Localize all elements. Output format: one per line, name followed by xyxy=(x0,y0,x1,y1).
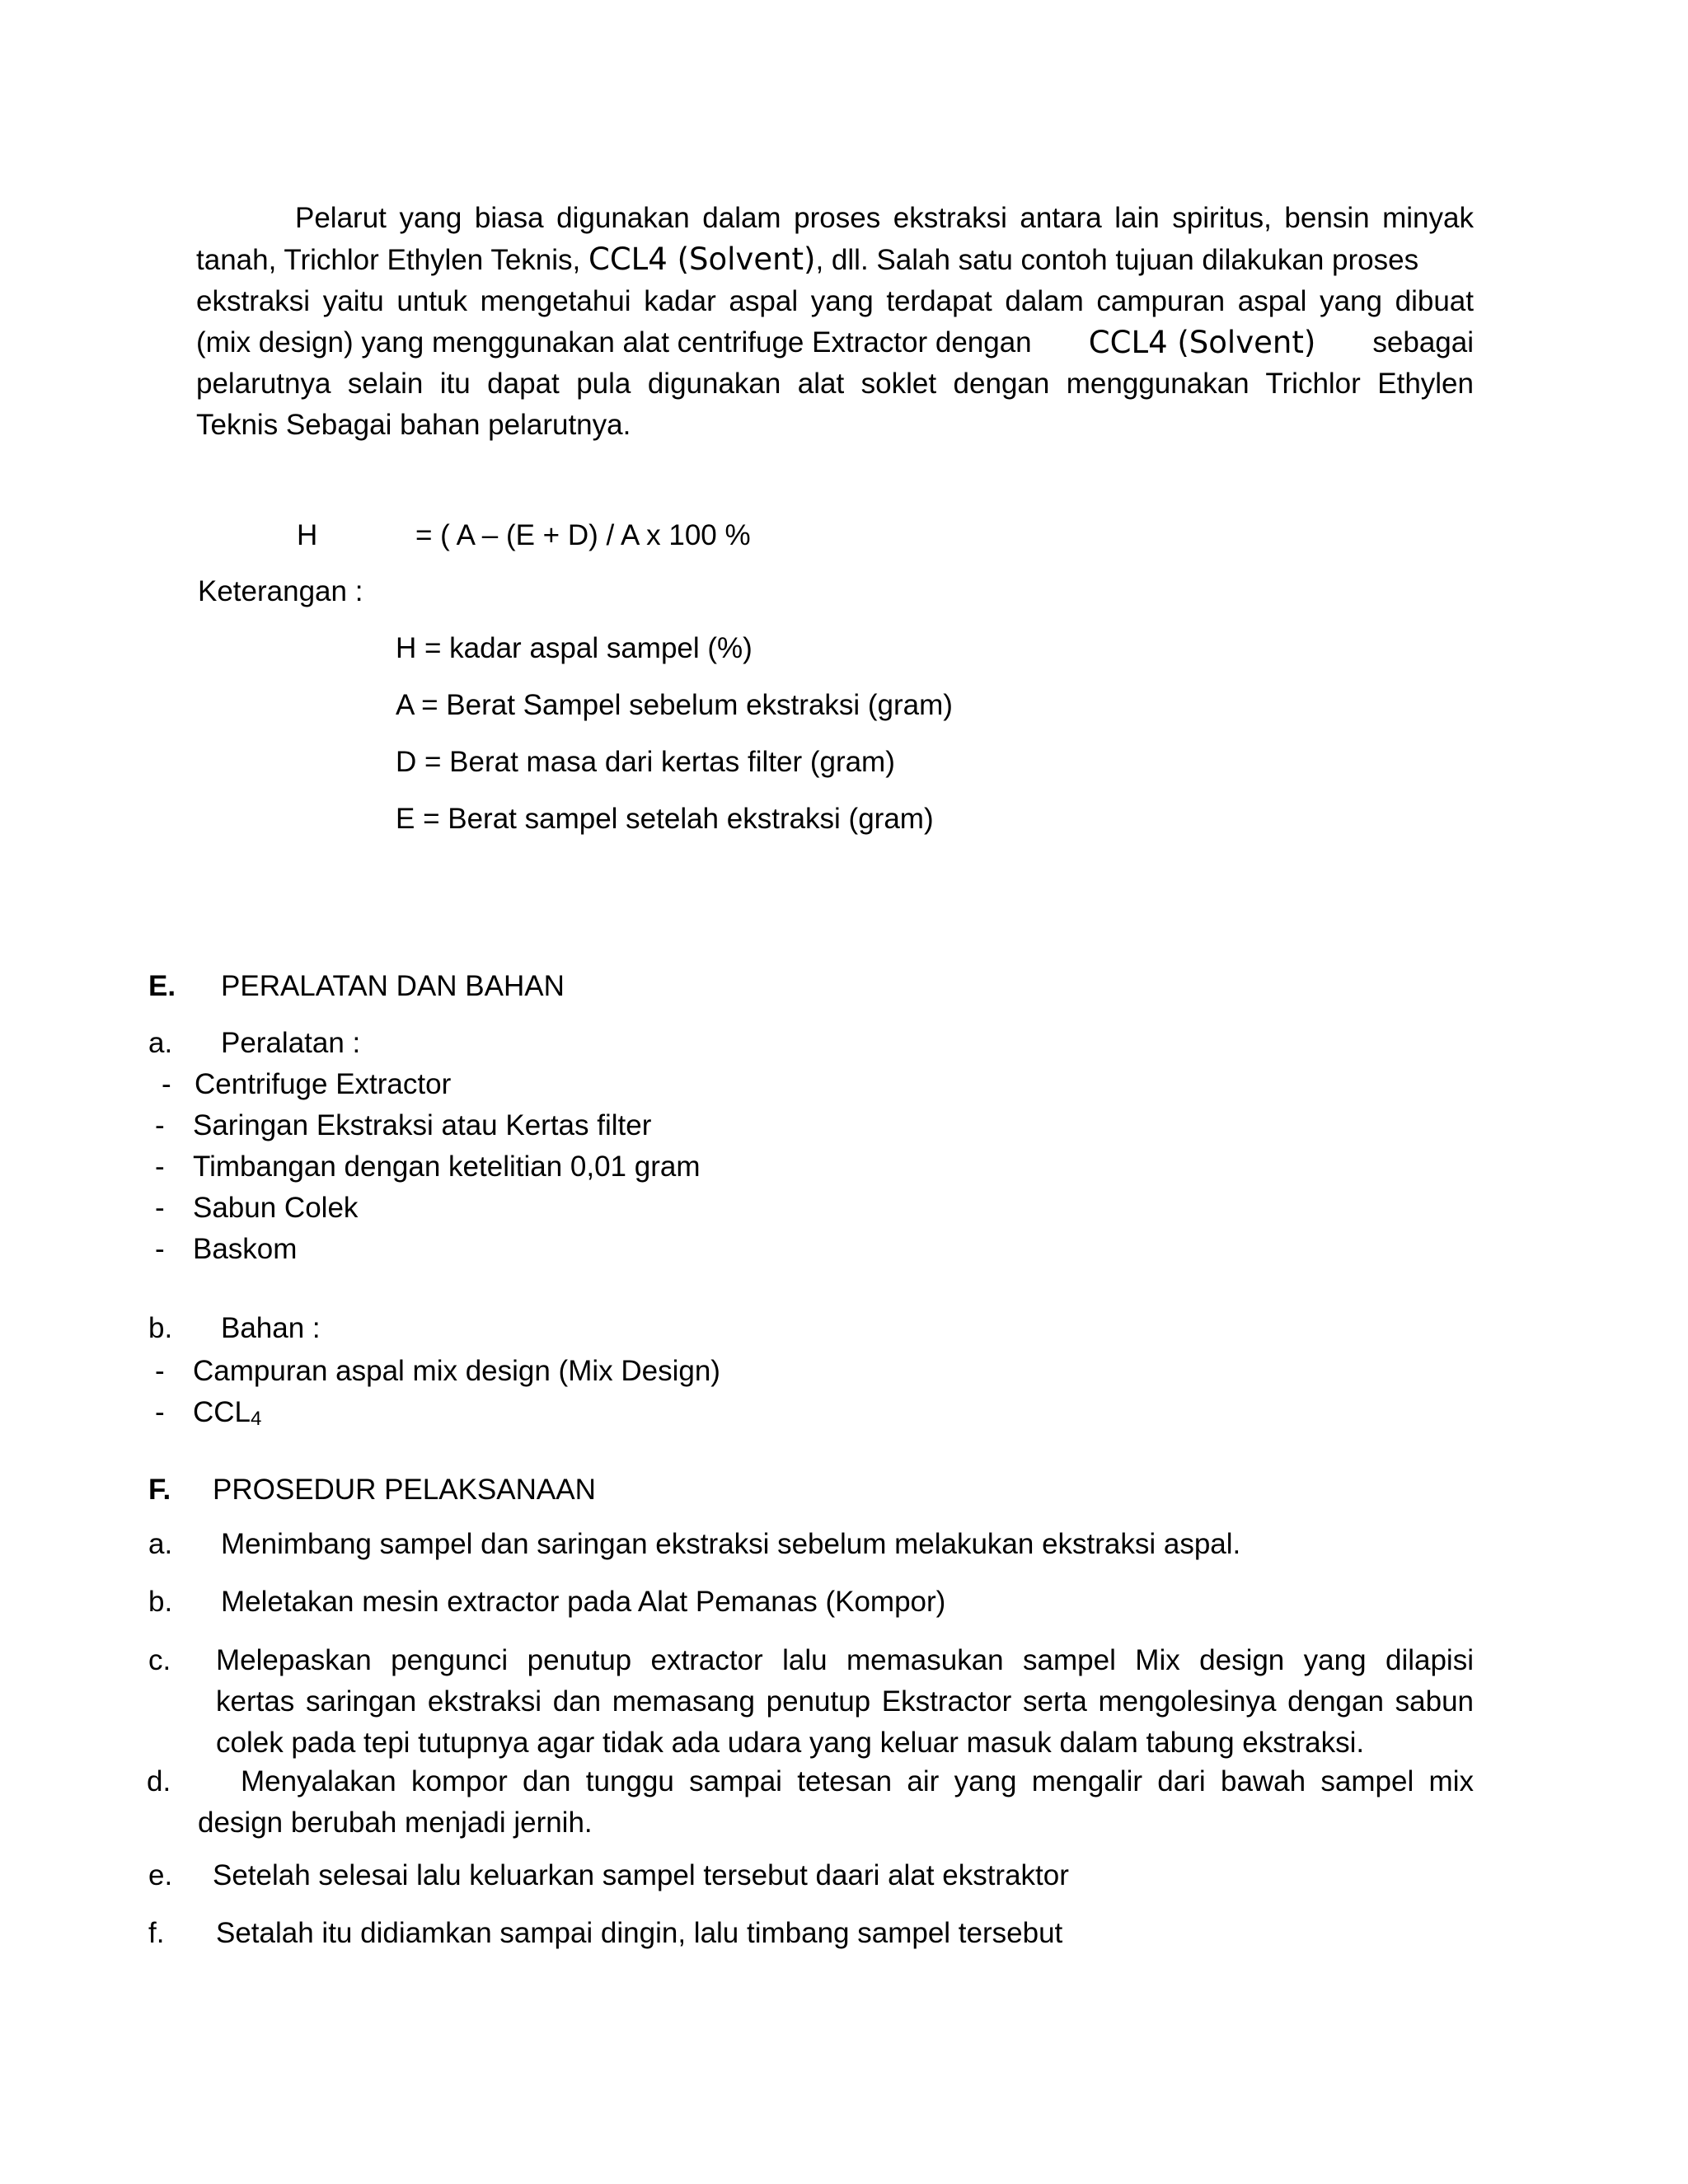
bullet-dash: - xyxy=(155,1396,165,1428)
formula-lhs: H xyxy=(297,519,318,551)
bullet-dash: - xyxy=(155,1233,165,1265)
solvent-term: CCL4 (Solvent) xyxy=(1088,325,1316,360)
step-text-block xyxy=(198,1761,1474,1844)
intro-line-3: ekstraksi yaitu untuk mengetahui kadar aspal yang terdapat dalam campuran aspal yang dibuat xyxy=(196,285,1474,317)
bullet-dash: - xyxy=(155,1109,165,1141)
intro-text: (mix design) yang menggunakan alat centrifuge Extractor dengan xyxy=(196,326,1032,359)
bullet-dash: - xyxy=(155,1151,165,1183)
peralatan-item: Saringan Ekstraksi atau Kertas filter xyxy=(193,1109,652,1141)
bahan-item: Campuran aspal mix design (Mix Design) xyxy=(193,1355,720,1387)
intro-line-6: Teknis Sebagai bahan pelarutnya. xyxy=(196,409,631,441)
bahan-label: Bahan : xyxy=(221,1312,321,1344)
step-text: Setelah selesai lalu keluarkan sampel tersebut daari alat ekstraktor xyxy=(213,1859,1069,1891)
step-text: Meletakan mesin extractor pada Alat Pemanas (Kompor) xyxy=(221,1586,946,1618)
section-e-title: PERALATAN DAN BAHAN xyxy=(221,970,565,1002)
intro-text: tanah, Trichlor Ethylen Teknis, xyxy=(196,244,581,276)
step-line: Melepaskan pengunci penutup extractor lalu memasukan sampel Mix design yang dilapisi xyxy=(216,1644,1474,1676)
peralatan-item: Centrifuge Extractor xyxy=(195,1068,452,1100)
intro-line-4 xyxy=(196,322,1474,363)
step-line: design berubah menjadi jernih. xyxy=(198,1807,593,1839)
step-text: Setalah itu didiamkan sampai dingin, lalu timbang sampel tersebut xyxy=(216,1917,1063,1949)
step-letter: f. xyxy=(148,1917,165,1949)
peralatan-label: Peralatan : xyxy=(221,1027,361,1059)
intro-text: , dll. Salah satu contoh tujuan dilakukan proses xyxy=(815,244,1419,276)
section-e-letter: E. xyxy=(148,970,176,1002)
solvent-term: CCL4 (Solvent) xyxy=(588,241,816,277)
step-text: Menimbang sampel dan saringan ekstraksi sebelum melakukan ekstraksi aspal. xyxy=(221,1528,1241,1560)
step-letter: a. xyxy=(148,1528,173,1560)
intro-line-1: Pelarut yang biasa digunakan dalam proses ekstraksi antara lain spiritus, bensin minyak xyxy=(295,202,1474,234)
peralatan-letter: a. xyxy=(148,1027,173,1059)
step-letter: e. xyxy=(148,1859,173,1891)
step-letter: d. xyxy=(147,1765,171,1797)
intro-line-2 xyxy=(196,239,1474,281)
peralatan-item: Timbangan dengan ketelitian 0,01 gram xyxy=(193,1151,701,1183)
bahan-item xyxy=(193,1394,261,1437)
formula-rhs: = ( A – (E + D) / A x 100 % xyxy=(415,519,751,551)
bullet-dash: - xyxy=(155,1355,165,1387)
step-line: colek pada tepi tutupnya agar tidak ada udara yang keluar masuk dalam tabung ekstraksi. xyxy=(216,1727,1365,1759)
peralatan-item: Sabun Colek xyxy=(193,1192,359,1224)
peralatan-item: Baskom xyxy=(193,1233,298,1265)
keterangan-item: H = kadar aspal sampel (%) xyxy=(396,632,753,664)
intro-text: sebagai xyxy=(1372,326,1474,359)
bullet-dash: - xyxy=(155,1192,165,1224)
step-line: kertas saringan ekstraksi dan memasang penutup Ekstractor serta mengolesinya dengan sabun xyxy=(216,1685,1474,1718)
bullet-dash: - xyxy=(162,1068,171,1100)
step-text-block xyxy=(216,1640,1474,1764)
keterangan-item: E = Berat sampel setelah ekstraksi (gram) xyxy=(396,803,934,835)
step-letter: b. xyxy=(148,1586,173,1618)
bahan-letter: b. xyxy=(148,1312,173,1344)
ccl-subscript: 4 xyxy=(251,1408,262,1430)
step-line: Menyalakan kompor dan tunggu sampai tetesan air yang mengalir dari bawah sampel mix xyxy=(241,1765,1474,1797)
keterangan-item: A = Berat Sampel sebelum ekstraksi (gram) xyxy=(396,689,953,721)
section-f-title: PROSEDUR PELAKSANAAN xyxy=(213,1474,596,1506)
intro-line-5: pelarutnya selain itu dapat pula digunakan alat soklet dengan menggunakan Trichlor Ethylen xyxy=(196,368,1474,400)
intro-paragraph xyxy=(196,198,1474,446)
keterangan-item: D = Berat masa dari kertas filter (gram) xyxy=(396,746,895,778)
ccl-text: CCL xyxy=(193,1396,251,1428)
step-letter: c. xyxy=(148,1644,171,1676)
keterangan-label: Keterangan : xyxy=(198,575,363,607)
section-f-letter: F. xyxy=(148,1474,171,1506)
